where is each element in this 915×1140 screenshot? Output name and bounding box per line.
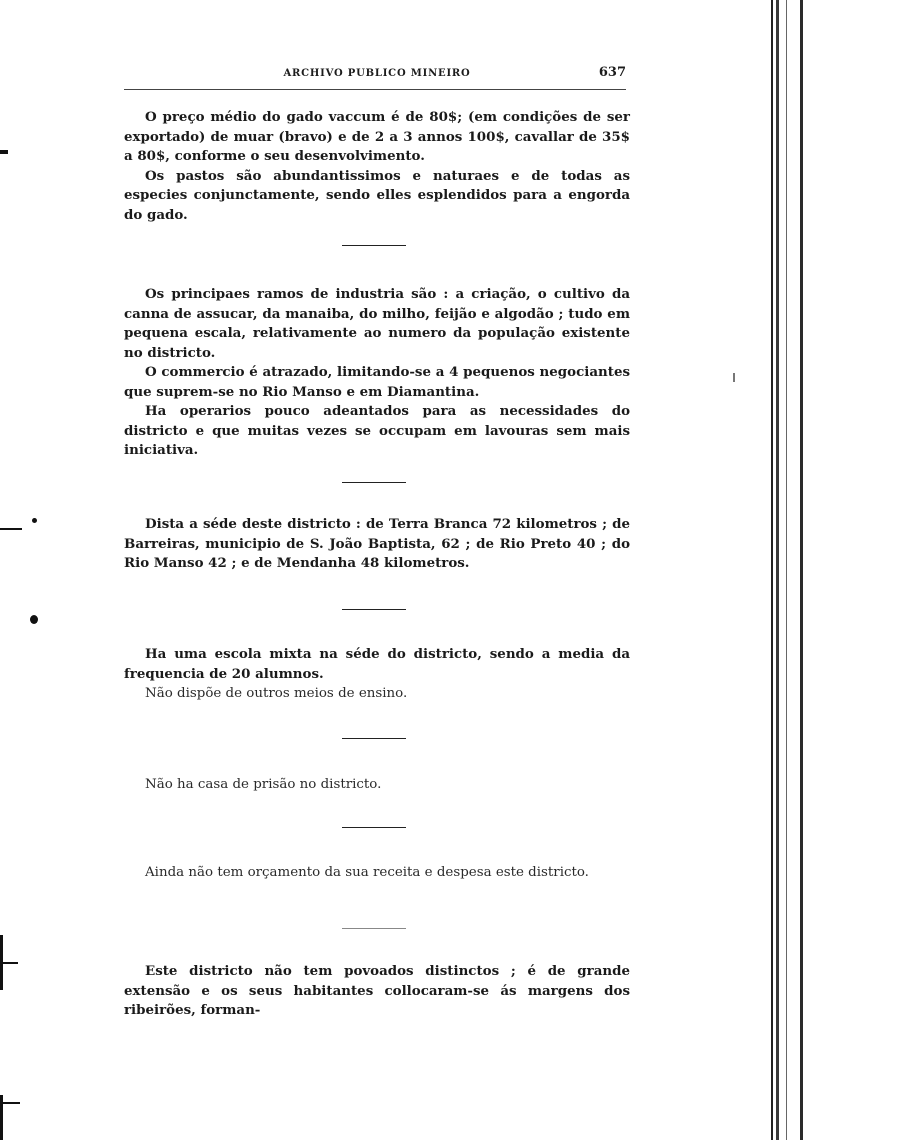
paragraph-prison: Não ha casa de prisão no districto. (145, 777, 382, 792)
section-separator (342, 245, 406, 246)
section-separator (342, 609, 406, 610)
paragraph-commerce: O commercio é atrazado, limitando-se a 4 pequenos negociantes que suprem-se no Rio Manso e em Diamantina. (124, 364, 630, 400)
page-number: 637 (598, 65, 626, 80)
spine-edge-line (800, 0, 803, 1140)
section-separator (342, 827, 406, 828)
section-industry (124, 285, 630, 461)
section-school (124, 645, 630, 704)
paragraph-teaching: Não dispõe de outros meios de ensino. (145, 686, 408, 701)
header-rule (124, 89, 626, 90)
binding-mark (0, 1102, 20, 1104)
binding-mark (0, 962, 18, 964)
paragraph-cattle-prices: O preço médio do gado vaccum é de 80$; (em condições de ser exportado) de muar (bravo) e de 2 a 3 annos 100$, cavallar de 35$ a 80$, conforme o seu desenvolvimento. (124, 109, 630, 164)
binding-mark (0, 528, 22, 530)
running-title: ARCHIVO PUBLICO MINEIRO (283, 68, 471, 79)
paragraph-distances: Dista a séde deste districto : de Terra Branca 72 kilometros ; de Barreiras, municipio de S. João Baptista, 62 ; de Rio Preto 40 ; do Rio Manso 42 ; e de Mendanha 48 kilometros. (124, 516, 630, 571)
paragraph-settlements: Este districto não tem povoados distinctos ; é de grande extensão e os seus habitantes collocaram-se ás margens dos ribeirões, forman- (124, 963, 630, 1018)
speck-mark (733, 373, 735, 382)
binding-mark (30, 615, 38, 624)
paragraph-budget: Ainda não tem orçamento da sua receita e despesa este districto. (145, 865, 589, 880)
section-settlements (124, 962, 630, 1021)
section-cattle (124, 108, 630, 225)
section-separator (342, 928, 406, 929)
section-budget (124, 863, 630, 883)
paragraph-school: Ha uma escola mixta na séde do districto, sendo a media da frequencia de 20 alumnos. (124, 646, 630, 682)
section-prison (124, 775, 630, 795)
binding-mark (0, 150, 8, 154)
spine-edge-line (786, 0, 787, 1140)
paragraph-workers: Ha operarios pouco adeantados para as necessidades do districto e que muitas vezes se occupam em lavouras sem mais iniciativa. (124, 403, 630, 458)
spine-edge-line (776, 0, 779, 1140)
section-separator (342, 482, 406, 483)
spine-edge-line (771, 0, 773, 1140)
paragraph-industry: Os principaes ramos de industria são : a criação, o cultivo da canna de assucar, da manaiba, do milho, feijão e algodão ; tudo em pequena escala, relativamente ao numero da população existente no districto. (124, 286, 630, 361)
section-distances (124, 515, 630, 574)
binding-mark (32, 518, 37, 523)
page-header (124, 62, 630, 86)
section-separator (342, 738, 406, 739)
paragraph-pastures: Os pastos são abundantissimos e naturaes e de todas as especies conjunctamente, sendo elles esplendidos para a engorda do gado. (124, 167, 630, 223)
